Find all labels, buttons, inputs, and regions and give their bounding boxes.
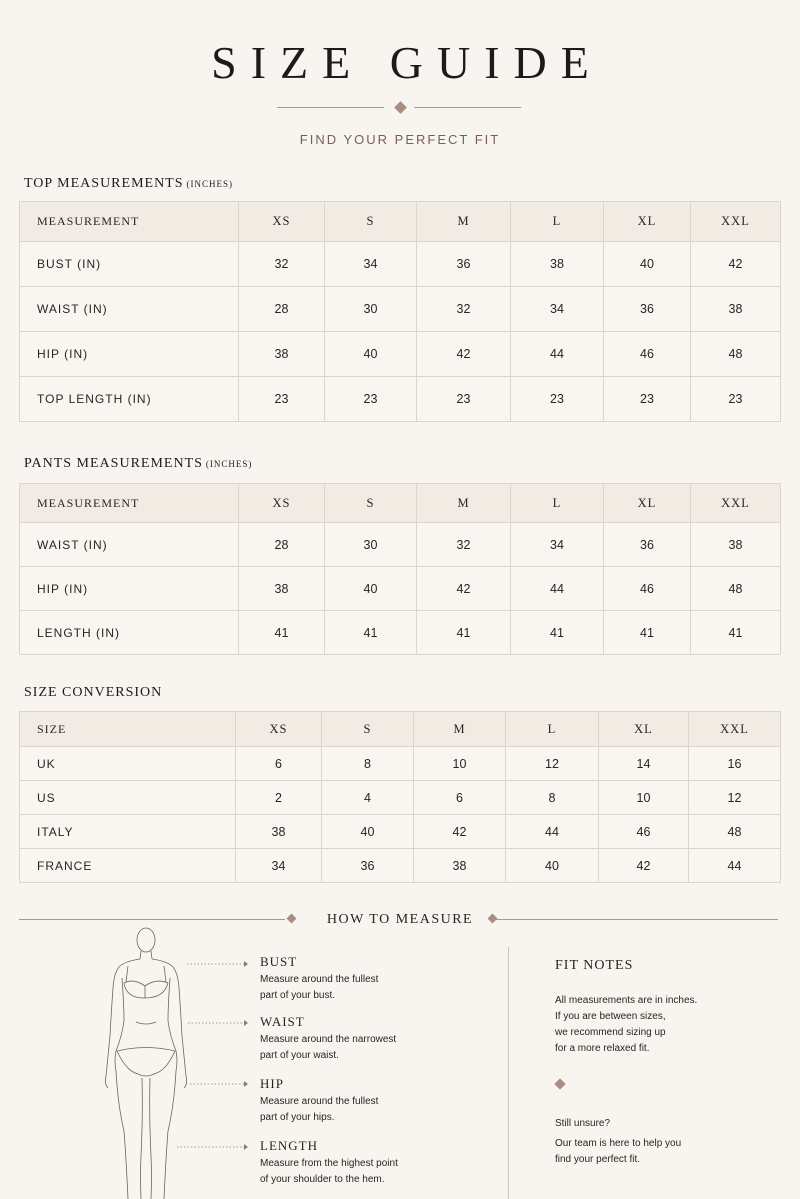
table-cell: 28 <box>239 287 325 332</box>
table-cell: 23 <box>325 377 417 422</box>
table-cell: 23 <box>691 377 781 422</box>
table-cell: 46 <box>604 332 691 377</box>
table-cell: 40 <box>506 849 599 883</box>
table-cell: 23 <box>511 377 604 422</box>
table-cell: 40 <box>325 567 417 611</box>
column-header-size: XL <box>599 712 689 747</box>
measure-desc: Measure around the fullest part of your bust. <box>260 974 379 1001</box>
column-header-size: S <box>322 712 414 747</box>
table-cell: 42 <box>417 332 511 377</box>
table-cell: 23 <box>417 377 511 422</box>
table-cell: 42 <box>414 815 506 849</box>
table-cell: 6 <box>236 747 322 781</box>
measure-name: BUST <box>260 954 298 969</box>
measure-item-length <box>260 1138 398 1188</box>
table-cell: 41 <box>604 611 691 655</box>
table-cell: 48 <box>689 815 781 849</box>
table-cell: 44 <box>511 567 604 611</box>
table-cell: 44 <box>506 815 599 849</box>
column-header-size: L <box>511 484 604 523</box>
table-cell: 12 <box>689 781 781 815</box>
column-header-size: S <box>325 202 417 242</box>
measure-item-hip <box>260 1076 378 1126</box>
table-cell: 42 <box>417 567 511 611</box>
column-header-size: M <box>414 712 506 747</box>
measure-item-waist <box>260 1014 396 1064</box>
table-cell: 23 <box>239 377 325 422</box>
row-label: US <box>20 781 236 815</box>
table-cell: 38 <box>239 567 325 611</box>
row-label: WAIST (IN) <box>20 523 239 567</box>
column-header-size: XL <box>604 484 691 523</box>
table-cell: 28 <box>239 523 325 567</box>
row-label: WAIST (IN) <box>20 287 239 332</box>
table-cell: 42 <box>599 849 689 883</box>
table-cell: 8 <box>506 781 599 815</box>
column-header-label: SIZE <box>20 712 236 747</box>
table-cell: 41 <box>691 611 781 655</box>
table-cell: 34 <box>511 523 604 567</box>
table-cell: 44 <box>511 332 604 377</box>
page-subtitle: FIND YOUR PERFECT FIT <box>299 132 501 147</box>
table-cell: 2 <box>236 781 322 815</box>
table-cell: 10 <box>599 781 689 815</box>
table-cell: 23 <box>604 377 691 422</box>
table-cell: 41 <box>239 611 325 655</box>
row-label: BUST (IN) <box>20 242 239 287</box>
fit-notes-text: All measurements are in inches. If you are between sizes, we recommend sizing up for a more relaxed fit. <box>555 995 698 1054</box>
top-unit: (INCHES) <box>186 179 234 189</box>
table-cell: 41 <box>417 611 511 655</box>
measure-name: WAIST <box>260 1014 305 1029</box>
table-cell: 36 <box>604 523 691 567</box>
measure-name: HIP <box>260 1076 284 1091</box>
measure-desc: Measure around the narrowest part of your waist. <box>260 1034 397 1061</box>
table-cell: 48 <box>691 332 781 377</box>
table-cell: 41 <box>325 611 417 655</box>
page-title: SIZE GUIDE <box>211 37 603 88</box>
still-unsure-text: Still unsure? <box>555 1118 611 1129</box>
row-label: TOP LENGTH (IN) <box>20 377 239 422</box>
table-cell: 34 <box>236 849 322 883</box>
column-divider <box>508 947 509 1199</box>
table-cell: 36 <box>322 849 414 883</box>
table-cell: 38 <box>414 849 506 883</box>
column-header-size: XL <box>604 202 691 242</box>
table-cell: 38 <box>239 332 325 377</box>
pants-title-text: PANTS MEASUREMENTS <box>24 456 203 471</box>
table-cell: 36 <box>417 242 511 287</box>
column-header-size: S <box>325 484 417 523</box>
table-cell: 4 <box>322 781 414 815</box>
table-cell: 30 <box>325 287 417 332</box>
table-cell: 42 <box>691 242 781 287</box>
table-cell: 41 <box>511 611 604 655</box>
row-label: FRANCE <box>20 849 236 883</box>
row-label: UK <box>20 747 236 781</box>
column-header-size: L <box>506 712 599 747</box>
measure-desc: Measure from the highest point of your shoulder to the hem. <box>260 1158 398 1185</box>
column-header-size: XS <box>236 712 322 747</box>
table-cell: 32 <box>239 242 325 287</box>
table-cell: 10 <box>414 747 506 781</box>
table-cell: 32 <box>417 287 511 332</box>
table-cell: 8 <box>322 747 414 781</box>
fit-notes-title: FIT NOTES <box>555 958 634 973</box>
table-cell: 32 <box>417 523 511 567</box>
how-to-measure-title: HOW TO MEASURE <box>326 912 474 927</box>
table-cell: 38 <box>691 523 781 567</box>
column-header-size: XXL <box>691 202 781 242</box>
column-header-label: MEASUREMENT <box>20 202 239 242</box>
column-header-size: M <box>417 202 511 242</box>
top-title-text: TOP MEASUREMENTS <box>24 176 184 191</box>
table-cell: 36 <box>604 287 691 332</box>
table-cell: 40 <box>322 815 414 849</box>
help-text: Our team is here to help you find your perfect fit. <box>555 1138 682 1165</box>
table-cell: 40 <box>325 332 417 377</box>
row-label: HIP (IN) <box>20 332 239 377</box>
table-cell: 40 <box>604 242 691 287</box>
table-cell: 34 <box>325 242 417 287</box>
column-header-size: XXL <box>689 712 781 747</box>
table-cell: 38 <box>691 287 781 332</box>
table-cell: 30 <box>325 523 417 567</box>
table-cell: 16 <box>689 747 781 781</box>
table-cell: 48 <box>691 567 781 611</box>
measure-desc: Measure around the fullest part of your hips. <box>260 1096 379 1123</box>
table-cell: 34 <box>511 287 604 332</box>
table-cell: 46 <box>599 815 689 849</box>
column-header-label: MEASUREMENT <box>20 484 239 523</box>
column-header-size: L <box>511 202 604 242</box>
row-label: HIP (IN) <box>20 567 239 611</box>
column-header-size: XS <box>239 484 325 523</box>
row-label: ITALY <box>20 815 236 849</box>
table-cell: 12 <box>506 747 599 781</box>
row-label: LENGTH (IN) <box>20 611 239 655</box>
conversion-section-title: SIZE CONVERSION <box>24 685 163 700</box>
table-cell: 38 <box>511 242 604 287</box>
table-cell: 44 <box>689 849 781 883</box>
table-cell: 14 <box>599 747 689 781</box>
column-header-size: M <box>417 484 511 523</box>
measure-name: LENGTH <box>260 1138 318 1153</box>
column-header-size: XS <box>239 202 325 242</box>
table-cell: 38 <box>236 815 322 849</box>
table-cell: 46 <box>604 567 691 611</box>
column-header-size: XXL <box>691 484 781 523</box>
pants-unit: (INCHES) <box>205 459 253 469</box>
measure-item-bust <box>260 954 378 1004</box>
table-cell: 6 <box>414 781 506 815</box>
